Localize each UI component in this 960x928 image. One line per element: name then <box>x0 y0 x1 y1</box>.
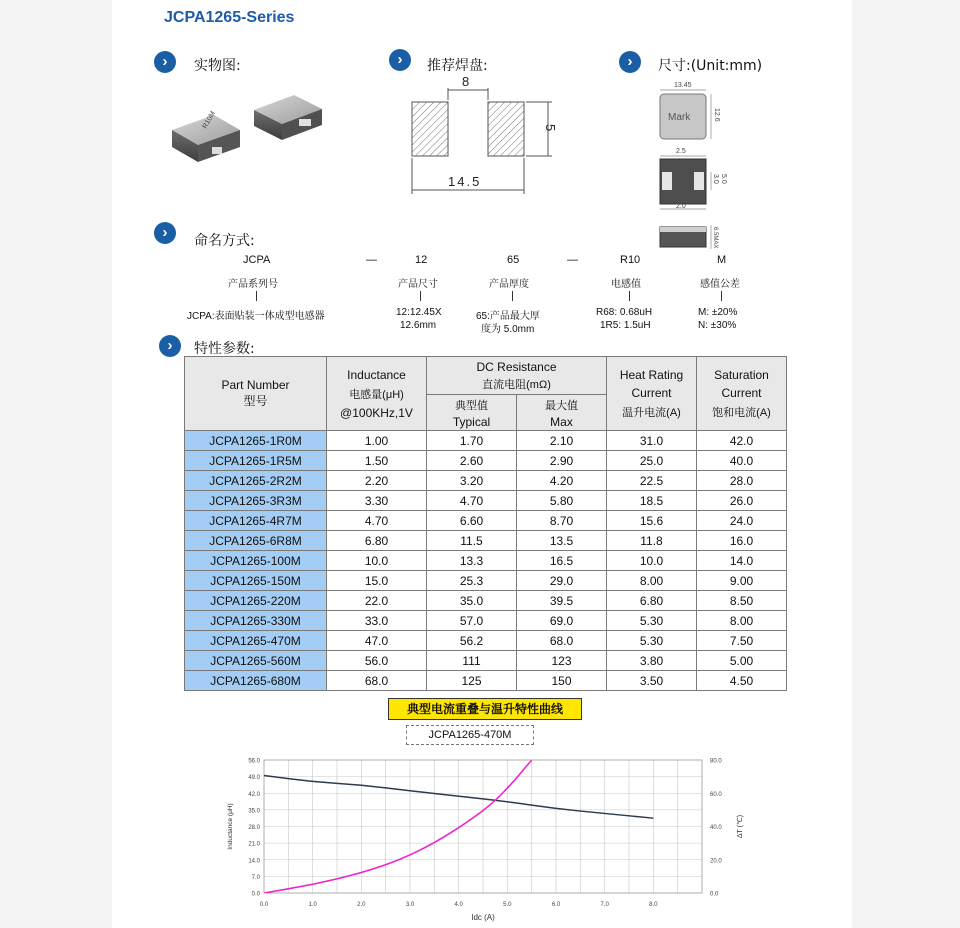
x-tick-label: 5.0 <box>503 902 512 908</box>
dcr-typical-cell: 3.20 <box>427 471 517 491</box>
heat-current-cell: 10.0 <box>607 551 697 571</box>
dcr-typical-cell: 6.60 <box>427 511 517 531</box>
x-tick-label: 8.0 <box>649 902 658 908</box>
dcr-max-cell: 5.80 <box>517 491 607 511</box>
label-size: 产品尺寸 <box>398 279 438 290</box>
x-tick-label: 6.0 <box>551 902 561 908</box>
saturation-current-cell: 24.0 <box>697 511 787 531</box>
table-row <box>185 611 787 631</box>
dcr-typical-cell: 111 <box>427 651 517 671</box>
x-tick-label: 2.0 <box>357 902 366 908</box>
y-tick-label: 0.0 <box>251 891 260 898</box>
chevron-right-icon: › <box>159 335 181 357</box>
pad-height-label: 5 <box>543 124 558 132</box>
x-tick-label: 4.0 <box>454 902 463 908</box>
dcr-typical-cell: 56.2 <box>427 631 517 651</box>
series-title: JCPA1265-Series <box>164 9 295 26</box>
size-term-h1-label: 3.0 <box>712 174 719 184</box>
saturation-current-cell: 4.50 <box>697 671 787 691</box>
inductance-cell: 56.0 <box>327 651 427 671</box>
pad-gap-label: 8 <box>462 74 470 89</box>
inductance-cell: 10.0 <box>327 551 427 571</box>
code-inductance: R10 <box>620 254 641 266</box>
size-width-label: 13.45 <box>674 82 692 89</box>
x-tick-label: 0.0 <box>259 902 269 908</box>
header-sat-line1: Saturation <box>714 367 769 382</box>
dcr-max-cell: 16.5 <box>517 551 607 571</box>
x-tick-label: 7.0 <box>600 902 609 908</box>
y-tick-label: 28.0 <box>248 825 260 831</box>
desc-inductance-line1: R68: 0.68uH <box>596 307 653 318</box>
inductance-cell: 15.0 <box>327 571 427 591</box>
photo-part-label: R10M <box>201 110 218 130</box>
spec-table <box>184 356 787 691</box>
dcr-typical-cell: 1.70 <box>427 431 517 451</box>
dcr-max-cell: 4.20 <box>517 471 607 491</box>
table-row <box>185 631 787 651</box>
part-number-cell: JCPA1265-220M <box>185 591 327 611</box>
header-max-cn: 最大值 <box>545 399 578 412</box>
table-row <box>185 471 787 491</box>
label-thickness: 产品厚度 <box>489 279 529 290</box>
dcr-max-cell: 2.90 <box>517 451 607 471</box>
table-row <box>185 571 787 591</box>
y-axis-label: Inductance (μH) <box>227 803 234 850</box>
desc-size-line1: 12:12.45X <box>396 307 442 318</box>
part-number-cell: JCPA1265-6R8M <box>185 531 327 551</box>
chevron-right-icon: › <box>389 49 411 71</box>
x-tick-label: 1.0 <box>308 902 317 908</box>
part-number-cell: JCPA1265-330M <box>185 611 327 631</box>
tick-series <box>256 291 257 301</box>
y-tick-label: 42.0 <box>248 791 260 798</box>
dcr-max-cell: 68.0 <box>517 631 607 651</box>
header-part-en: Part Number <box>221 378 290 392</box>
heat-current-cell: 5.30 <box>607 631 697 651</box>
saturation-current-cell: 7.50 <box>697 631 787 651</box>
header-dc-resistance <box>427 357 607 395</box>
saturation-current-cell: 5.00 <box>697 651 787 671</box>
dcr-typical-cell: 11.5 <box>427 531 517 551</box>
section-naming-heading: 命名方式: <box>194 233 255 249</box>
tick-tolerance <box>721 291 722 301</box>
label-series: 产品系列号 <box>228 279 278 290</box>
desc-inductance-line2: 1R5: 1.5uH <box>600 320 651 331</box>
header-dcr-en: DC Resistance <box>476 359 557 374</box>
y2-tick-label: 40.0 <box>710 825 722 831</box>
header-saturation <box>697 357 787 431</box>
header-dcr-cn: 直流电阻(mΩ) <box>482 378 551 391</box>
header-heat-line2: Current <box>631 385 672 400</box>
dcr-typical-cell: 125 <box>427 671 517 691</box>
dcr-max-cell: 8.70 <box>517 511 607 531</box>
dcr-max-cell: 29.0 <box>517 571 607 591</box>
chevron-right-icon: › <box>619 51 641 73</box>
heat-current-cell: 3.50 <box>607 671 697 691</box>
code-tolerance: M <box>717 254 727 266</box>
label-tolerance: 感值公差 <box>700 279 740 290</box>
dcr-typical-cell: 57.0 <box>427 611 517 631</box>
section-pad-heading: 推荐焊盘: <box>427 58 488 74</box>
product-photo <box>162 85 342 175</box>
saturation-current-cell: 16.0 <box>697 531 787 551</box>
header-ind-cond: @100KHz,1V <box>340 405 413 420</box>
dcr-max-cell: 150 <box>517 671 607 691</box>
code-thickness: 65 <box>507 254 520 266</box>
dcr-typical-cell: 4.70 <box>427 491 517 511</box>
desc-size-line2: 12.6mm <box>400 320 437 331</box>
saturation-current-cell: 8.00 <box>697 611 787 631</box>
part-number-cell: JCPA1265-560M <box>185 651 327 671</box>
label-inductance: 电感值 <box>611 279 641 290</box>
saturation-current-cell: 26.0 <box>697 491 787 511</box>
section-specs-heading: 特性参数: <box>194 341 255 357</box>
y-tick-label: 35.0 <box>248 808 260 815</box>
y-tick-label: 49.0 <box>248 775 260 782</box>
header-sat-cn: 饱和电流(A) <box>712 406 771 419</box>
section-size-heading: 尺寸:(Unit:mm) <box>658 58 763 74</box>
heat-current-cell: 5.30 <box>607 611 697 631</box>
y-tick-label: 14.0 <box>248 858 260 865</box>
saturation-current-cell: 8.50 <box>697 591 787 611</box>
inductance-cell: 4.70 <box>327 511 427 531</box>
size-mark-label: Mark <box>668 112 691 123</box>
inductance-cell: 3.30 <box>327 491 427 511</box>
spec-table-body <box>185 431 787 691</box>
inductance-cell: 1.00 <box>327 431 427 451</box>
part-number-cell: JCPA1265-4R7M <box>185 511 327 531</box>
chevron-right-icon: › <box>154 51 176 73</box>
tick-inductance <box>629 291 630 301</box>
heat-current-cell: 25.0 <box>607 451 697 471</box>
header-inductance <box>327 357 427 431</box>
size-drawing <box>644 78 754 254</box>
table-row <box>185 431 787 451</box>
header-ind-cn: 电感量(μH) <box>349 388 404 401</box>
saturation-current-cell: 14.0 <box>697 551 787 571</box>
header-max-en: Max <box>550 414 573 429</box>
size-term-h2-label: 5.0 <box>720 174 727 184</box>
dcr-max-cell: 123 <box>517 651 607 671</box>
saturation-current-cell: 9.00 <box>697 571 787 591</box>
code-dash-2: — <box>567 254 578 266</box>
part-number-cell: JCPA1265-1R5M <box>185 451 327 471</box>
desc-thickness-line1: 65:产品最大厚 <box>476 311 540 322</box>
desc-tolerance-line2: N: ±30% <box>698 320 737 331</box>
inductance-cell: 68.0 <box>327 671 427 691</box>
size-height-label: 12.6 <box>713 108 720 122</box>
heat-current-cell: 22.5 <box>607 471 697 491</box>
inductance-cell: 47.0 <box>327 631 427 651</box>
desc-tolerance-line1: M: ±20% <box>698 307 738 318</box>
y2-tick-label: 60.0 <box>710 791 722 798</box>
part-number-cell: JCPA1265-100M <box>185 551 327 571</box>
header-typical <box>427 395 517 431</box>
part-number-cell: JCPA1265-150M <box>185 571 327 591</box>
table-row <box>185 491 787 511</box>
x-axis-label: Idc (A) <box>471 913 495 922</box>
saturation-current-cell: 42.0 <box>697 431 787 451</box>
dcr-max-cell: 2.10 <box>517 431 607 451</box>
inductance-cell: 22.0 <box>327 591 427 611</box>
table-row <box>185 511 787 531</box>
section-photo-heading: 实物图: <box>194 58 241 74</box>
inductance-cell: 1.50 <box>327 451 427 471</box>
tick-size <box>420 291 421 301</box>
saturation-current-cell: 28.0 <box>697 471 787 491</box>
dcr-max-cell: 39.5 <box>517 591 607 611</box>
table-row <box>185 591 787 611</box>
heat-current-cell: 15.6 <box>607 511 697 531</box>
inductance-cell: 33.0 <box>327 611 427 631</box>
code-size: 12 <box>415 254 428 266</box>
part-number-cell: JCPA1265-1R0M <box>185 431 327 451</box>
y2-tick-label: 80.0 <box>710 758 722 765</box>
heat-current-cell: 6.80 <box>607 591 697 611</box>
y-tick-label: 21.0 <box>248 841 260 848</box>
dcr-typical-cell: 13.3 <box>427 551 517 571</box>
chevron-right-icon: › <box>154 222 176 244</box>
pad-width-label: 14.5 <box>448 174 482 189</box>
header-max <box>517 395 607 431</box>
table-row <box>185 671 787 691</box>
curve-title-banner: 典型电流重叠与温升特性曲线 <box>388 698 582 720</box>
heat-current-cell: 8.00 <box>607 571 697 591</box>
part-number-cell: JCPA1265-2R2M <box>185 471 327 491</box>
x-tick-label: 3.0 <box>405 902 415 908</box>
dcr-typical-cell: 35.0 <box>427 591 517 611</box>
header-part-number <box>185 357 327 431</box>
header-part-cn: 型号 <box>243 394 268 408</box>
y2-axis-label: ΔT (℃) <box>737 814 744 839</box>
header-typ-en: Typical <box>452 414 491 429</box>
y-tick-label: 7.0 <box>251 874 260 881</box>
heat-current-cell: 3.80 <box>607 651 697 671</box>
part-number-cell: JCPA1265-680M <box>185 671 327 691</box>
y2-tick-label: 20.0 <box>710 858 722 865</box>
size-term-width-label: 2.5 <box>676 148 686 155</box>
dcr-typical-cell: 2.60 <box>427 451 517 471</box>
desc-series: JCPA:表面贴装一体成型电感器 <box>187 311 325 322</box>
code-series: JCPA <box>243 254 271 266</box>
y2-tick-label: 0.0 <box>710 891 719 898</box>
header-heat-line1: Heat Rating <box>619 367 684 382</box>
heat-current-cell: 31.0 <box>607 431 697 451</box>
header-heat-rating <box>607 357 697 431</box>
inductance-cell: 2.20 <box>327 471 427 491</box>
table-row <box>185 551 787 571</box>
table-row <box>185 651 787 671</box>
desc-thickness-line2: 度为 5.0mm <box>481 324 535 335</box>
inductance-temperature-chart <box>212 750 772 922</box>
table-row <box>185 531 787 551</box>
saturation-current-cell: 40.0 <box>697 451 787 471</box>
code-dash-1: — <box>366 254 377 266</box>
dcr-max-cell: 13.5 <box>517 531 607 551</box>
y-tick-label: 56.0 <box>248 758 260 765</box>
heat-current-cell: 11.8 <box>607 531 697 551</box>
part-number-cell: JCPA1265-470M <box>185 631 327 651</box>
dcr-typical-cell: 25.3 <box>427 571 517 591</box>
size-gap-label: 2.0 <box>676 203 686 210</box>
tick-thickness <box>512 291 513 301</box>
dcr-max-cell: 69.0 <box>517 611 607 631</box>
header-sat-line2: Current <box>721 385 762 400</box>
size-thickness-label: 6.5MAX <box>712 227 718 249</box>
header-heat-cn: 温升电流(A) <box>622 406 681 419</box>
header-typ-cn: 典型值 <box>455 399 488 412</box>
table-row <box>185 451 787 471</box>
datasheet-page <box>112 0 852 928</box>
inductance-cell: 6.80 <box>327 531 427 551</box>
curve-part-number: JCPA1265-470M <box>406 725 534 745</box>
header-ind-en: Inductance <box>347 367 406 382</box>
part-number-cell: JCPA1265-3R3M <box>185 491 327 511</box>
heat-current-cell: 18.5 <box>607 491 697 511</box>
pad-drawing <box>402 70 562 200</box>
